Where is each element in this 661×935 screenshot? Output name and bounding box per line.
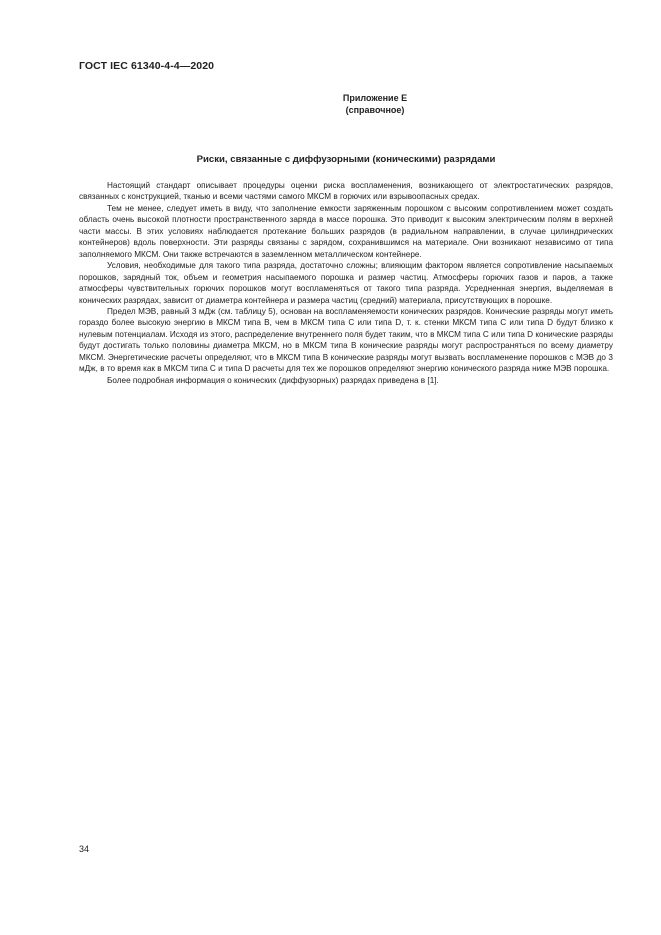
paragraph: Более подробная информация о конических (диффузорных) разрядах приведена в [1].	[107, 375, 439, 385]
standard-id-header: ГОСТ IEC 61340-4-4—2020	[79, 60, 215, 72]
paragraph: Тем не менее, следует иметь в виду, что заполнение емкости заряженным порошком с высоким сопротивлением может создать область очень высокой плотности пространственного заряда в массе порошка. Это приводит к высоким электрическим полям в верхней части массы. В этих условиях наблюдается протекание больших разрядов (в радиальном направлении, в случае цилиндрических контейнеров) вдоль поверхности. Эти разряды связаны с зарядом, сохранившимся на материале. Они возникают независимо от типа заполняемого МКСМ. Они также встречаются в заземленном металлическом контейнере.	[79, 203, 613, 259]
section-title: Риски, связанные с диффузорными (коническими) разрядами	[196, 154, 496, 165]
appendix-heading	[270, 92, 480, 116]
appendix-title: Приложение Е	[342, 93, 408, 103]
paragraph: Предел МЭВ, равный 3 мДж (см. таблицу 5), основан на воспламеняемости конических разрядов. Конические разряды могут иметь гораздо более высокую энергию в МКСМ типа B, чем в МКСМ типа C или типа D, т. к. стенки МКСМ типа C или типа D будут близко к нулевым потенциалам. Исходя из этого, распределение внутреннего поля будет таким, что в МКСМ типа C или типа D конические разряды будут достигать только половины диаметра МКСМ, но в МКСМ типа B конические разряды могут распространяться по всему диаметру МКСМ. Энергетические расчеты определяют, что в МКСМ типа B конические разряды могут вызвать воспламенение порошков с МЭВ до 3 мДж, в то время как в МКСМ типа C и типа D расчеты для тех же порошков определяют энергию конического разряда ниже МЭВ порошка.	[79, 306, 613, 374]
paragraph: Настоящий стандарт описывает процедуры оценки риска воспламенения, возникающего от электростатических разрядов, связанных с конструкцией, тканью и всеми частями самого МКСМ в горючих или взрывоопасных средах.	[79, 181, 613, 202]
paragraph: Условия, необходимые для такого типа разряда, достаточно сложны; влияющим фактором является сопротивление насыпаемых порошков, зарядный ток, объем и геометрия насыпаемого порошка и размер частиц. Атмосферы горючих газов и паров, а также атмосферы чувствительных горючих порошков могут воспламеняться от такого типа разряда. Усредненная энергия, выделяемая в конических разрядах, зависит от диаметра контейнера и размера частиц (средний) материала, присутствующих в порошке.	[79, 261, 613, 305]
page-number: 34	[79, 844, 90, 854]
body-text	[79, 180, 613, 386]
appendix-subtitle: (справочное)	[345, 105, 405, 115]
